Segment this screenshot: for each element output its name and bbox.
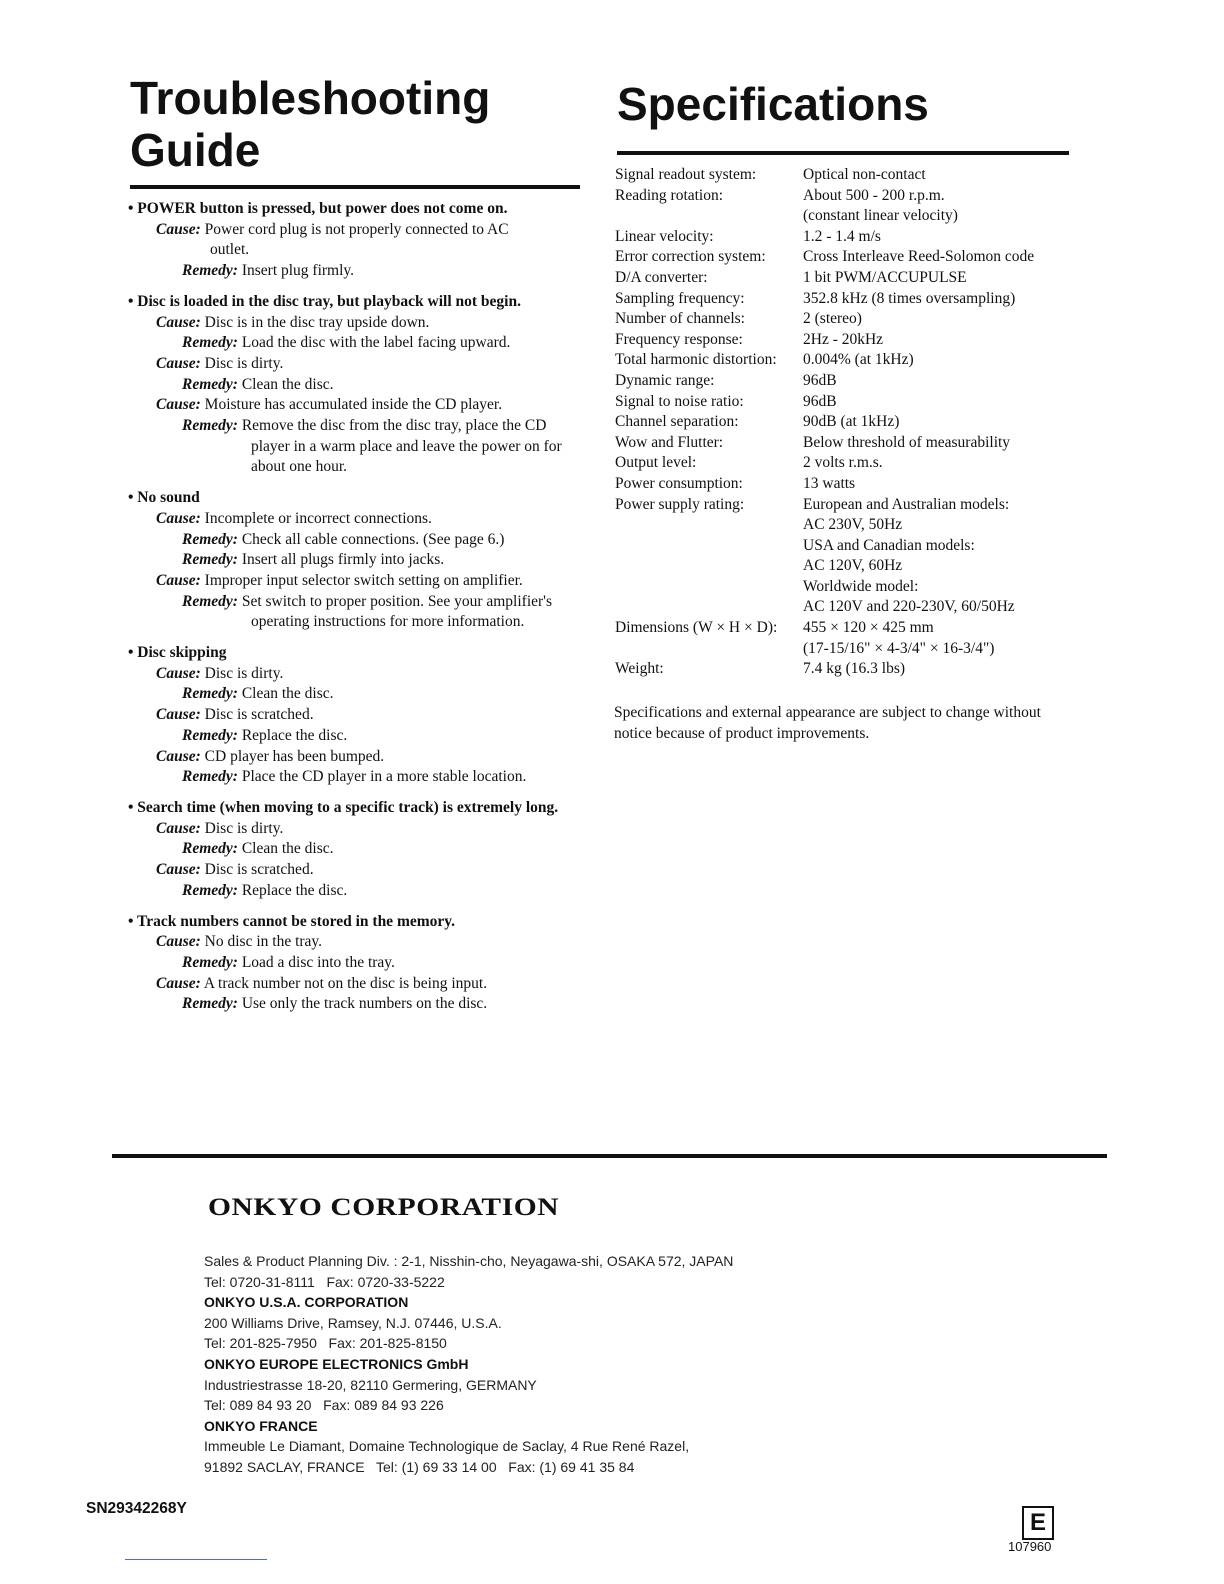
europe-address: Industriestrasse 18-20, 82110 Germering, GERMANY <box>204 1376 537 1393</box>
spec-value: 2Hz - 20kHz <box>803 330 884 348</box>
spec-row <box>615 597 1075 618</box>
issue <box>128 643 588 788</box>
cause-line <box>128 932 588 953</box>
spec-key: Signal readout system: <box>615 166 757 183</box>
remedy-text: Insert all plugs firmly into jacks. <box>237 551 445 569</box>
issue-heading: • No sound <box>128 489 200 507</box>
remedy-label: Remedy: <box>182 995 238 1013</box>
spec-row <box>615 577 1075 598</box>
specifications-note: Specifications and external appearance are subject to change without notice because of product improvements. <box>614 704 1041 742</box>
remedy-text: Remove the disc from the disc tray, place the CD player in a warm place and leave the power on for about one hour. <box>237 417 562 476</box>
spec-row <box>615 206 1075 227</box>
spec-row <box>615 495 1075 516</box>
usa-contact: Tel: 201-825-7950 Fax: 201-825-8150 <box>204 1335 447 1352</box>
cause-text: A track number not on the disc is being input. <box>200 974 488 992</box>
france-address: Immeuble Le Diamant, Domaine Technologique de Saclay, 4 Rue René Razel, <box>204 1438 690 1455</box>
spec-row <box>615 474 1075 495</box>
france-company: ONKYO FRANCE <box>204 1417 318 1434</box>
spec-key: Signal to noise ratio: <box>615 392 744 410</box>
remedy-text: Replace the disc. <box>237 881 348 899</box>
cause-text: Disc is in the disc tray upside down. <box>200 313 430 331</box>
spec-row <box>615 659 1075 680</box>
spec-value: 90dB (at 1kHz) <box>803 413 900 431</box>
spec-value: Optical non-contact <box>803 166 926 183</box>
remedy-label: Remedy: <box>182 726 238 744</box>
europe-company: ONKYO EUROPE ELECTRONICS GmbH <box>204 1355 469 1372</box>
spec-row <box>615 289 1075 310</box>
remedy-line <box>128 550 588 571</box>
spec-value: 2 volts r.m.s. <box>803 454 883 472</box>
spec-row <box>615 165 1075 186</box>
hq-contact: Tel: 0720-31-8111 Fax: 0720-33-5222 <box>204 1273 445 1290</box>
remedy-text: Clean the disc. <box>237 375 334 393</box>
remedy-line <box>128 684 588 705</box>
spec-key-empty <box>615 515 803 536</box>
remedy-line <box>128 592 588 633</box>
cause-label: Cause: <box>156 571 201 589</box>
remedy-text: Load the disc with the label facing upward. <box>237 334 511 352</box>
cause-line <box>128 354 588 375</box>
cause-line <box>128 974 588 995</box>
spec-row <box>615 371 1075 392</box>
spec-key: Power consumption: <box>615 474 743 492</box>
spec-key-empty <box>615 536 803 557</box>
cause-label: Cause: <box>156 974 201 992</box>
spec-row <box>615 453 1075 474</box>
remedy-label: Remedy: <box>182 375 238 393</box>
spec-value: (17-15/16" × 4-3/4" × 16-3/4") <box>803 639 995 657</box>
remedy-line <box>128 416 588 478</box>
remedy-label: Remedy: <box>182 417 238 435</box>
spec-row <box>615 392 1075 413</box>
remedy-line <box>128 726 588 747</box>
remedy-label: Remedy: <box>182 530 238 548</box>
remedy-line <box>128 375 588 396</box>
spec-key: Linear velocity: <box>615 227 714 245</box>
remedy-text: Set switch to proper position. See your amplifier's operating instructions for more information. <box>237 592 552 631</box>
remedy-line <box>128 953 588 974</box>
usa-address: 200 Williams Drive, Ramsey, N.J. 07446, U.S.A. <box>204 1314 502 1331</box>
spec-key: Reading rotation: <box>615 186 724 204</box>
cause-text: Disc is scratched. <box>200 706 314 724</box>
spec-value: 1.2 - 1.4 m/s <box>803 227 881 245</box>
cause-label: Cause: <box>156 396 201 414</box>
remedy-line <box>128 530 588 551</box>
troubleshooting-title-line2: Guide <box>130 124 261 176</box>
serial-number: SN29342268Y <box>86 1500 187 1517</box>
remedy-line <box>128 261 588 282</box>
spec-value: Below threshold of measurability <box>803 433 1011 451</box>
cause-text: Incomplete or incorrect connections. <box>200 509 432 527</box>
cause-text: Disc is dirty. <box>200 354 284 372</box>
remedy-text: Clean the disc. <box>237 685 334 703</box>
spec-key-empty <box>615 639 803 660</box>
spec-row <box>615 247 1075 268</box>
cause-line <box>128 664 588 685</box>
spec-row <box>615 412 1075 433</box>
cause-text: Power cord plug is not properly connected to AC <box>200 220 509 238</box>
spec-key: Frequency response: <box>615 330 743 348</box>
remedy-text: Insert plug firmly. <box>237 262 355 280</box>
cause-label: Cause: <box>156 933 201 951</box>
hq-address: Sales & Product Planning Div. : 2-1, Nisshin-cho, Neyagawa-shi, OSAKA 572, JAPAN <box>204 1253 734 1269</box>
spec-value: (constant linear velocity) <box>803 207 958 225</box>
spec-row <box>615 350 1075 371</box>
remedy-label: Remedy: <box>182 953 238 971</box>
cause-line <box>128 395 588 416</box>
onkyo-logo: ONKYO CORPORATION <box>208 1194 560 1221</box>
issue <box>128 912 588 1016</box>
spec-value: AC 120V and 220-230V, 60/50Hz <box>803 598 1015 616</box>
remedy-line <box>128 839 588 860</box>
spec-key: Power supply rating: <box>615 495 745 513</box>
spec-value: European and Australian models: <box>803 495 1010 513</box>
spec-key: Weight: <box>615 660 664 678</box>
remedy-line <box>128 881 588 902</box>
spec-key-empty <box>615 577 803 598</box>
specifications-table <box>615 165 1075 680</box>
spec-value: 7.4 kg (16.3 lbs) <box>803 660 906 678</box>
spec-key: Number of channels: <box>615 310 745 328</box>
spec-row <box>615 556 1075 577</box>
spec-row <box>615 536 1075 557</box>
specifications-title: Specifications <box>617 78 929 130</box>
remedy-text: Use only the track numbers on the disc. <box>237 995 488 1013</box>
remedy-label: Remedy: <box>182 334 238 352</box>
cause-text: Disc is dirty. <box>200 664 284 682</box>
remedy-line <box>128 767 588 788</box>
spec-row <box>615 639 1075 660</box>
issue <box>128 488 588 633</box>
remedy-text: Load a disc into the tray. <box>237 953 395 971</box>
troubleshooting-title-line1: Troubleshooting <box>130 72 491 124</box>
issue <box>128 798 588 902</box>
spec-row <box>615 268 1075 289</box>
spec-value: Cross Interleave Reed-Solomon code <box>803 248 1035 266</box>
issue <box>128 292 588 478</box>
spec-value: About 500 - 200 r.p.m. <box>803 186 945 204</box>
spec-value: AC 230V, 50Hz <box>803 516 903 534</box>
issue <box>128 199 588 282</box>
cause-text: CD player has been bumped. <box>200 747 385 765</box>
spec-key: Wow and Flutter: <box>615 433 724 451</box>
remedy-label: Remedy: <box>182 551 238 569</box>
issue-heading: • Disc is loaded in the disc tray, but playback will not begin. <box>128 292 521 310</box>
continuation-text: outlet. <box>210 241 250 259</box>
issue-heading: • Search time (when moving to a specific track) is extremely long. <box>128 798 559 816</box>
cause-line <box>128 571 588 592</box>
spec-key: Error correction system: <box>615 248 766 266</box>
spec-key: Total harmonic distortion: <box>615 351 777 369</box>
spec-row <box>615 433 1075 454</box>
spec-key: Output level: <box>615 454 697 472</box>
france-contact: 91892 SACLAY, FRANCE Tel: (1) 69 33 14 00 Fax: (1) 69 41 35 84 <box>204 1458 635 1475</box>
spec-value: 96dB <box>803 371 837 389</box>
remedy-line <box>128 333 588 354</box>
cause-line <box>128 747 588 768</box>
cause-label: Cause: <box>156 664 201 682</box>
cause-label: Cause: <box>156 509 201 527</box>
cause-label: Cause: <box>156 819 201 837</box>
spec-key-empty <box>615 597 803 618</box>
spec-row <box>615 330 1075 351</box>
spec-key: D/A converter: <box>615 268 708 286</box>
remedy-text: Place the CD player in a more stable location. <box>237 768 527 786</box>
spec-key: Sampling frequency: <box>615 289 745 307</box>
troubleshooting-list <box>128 199 588 1025</box>
spec-row <box>615 227 1075 248</box>
spec-value: 1 bit PWM/ACCUPULSE <box>803 268 967 286</box>
cause-text: Disc is dirty. <box>200 819 284 837</box>
spec-row <box>615 618 1075 639</box>
spec-value: 13 watts <box>803 474 856 492</box>
europe-contact: Tel: 089 84 93 20 Fax: 089 84 93 226 <box>204 1397 444 1414</box>
cause-text: Disc is scratched. <box>200 861 314 879</box>
cause-text: No disc in the tray. <box>200 933 323 951</box>
remedy-line <box>128 994 588 1015</box>
cause-label: Cause: <box>156 747 201 765</box>
cause-text: Moisture has accumulated inside the CD player. <box>200 396 503 414</box>
bottom-divider <box>125 1559 267 1560</box>
spec-value: 0.004% (at 1kHz) <box>803 351 914 369</box>
spec-value: AC 120V, 60Hz <box>803 557 903 575</box>
spec-key: Dimensions (W × H × D): <box>615 619 778 637</box>
cause-line <box>128 705 588 726</box>
spec-value: Worldwide model: <box>803 577 919 595</box>
cause-line <box>128 509 588 530</box>
issue-heading: • POWER button is pressed, but power does not come on. <box>128 200 508 217</box>
troubleshooting-divider <box>130 185 580 189</box>
spec-value: 2 (stereo) <box>803 310 862 328</box>
remedy-text: Clean the disc. <box>237 840 334 858</box>
remedy-label: Remedy: <box>182 840 238 858</box>
cause-label: Cause: <box>156 313 201 331</box>
cause-line <box>128 313 588 334</box>
spec-value: 96dB <box>803 392 837 410</box>
spec-row <box>615 309 1075 330</box>
issue-heading: • Disc skipping <box>128 644 227 662</box>
cause-line <box>128 860 588 881</box>
remedy-label: Remedy: <box>182 262 238 280</box>
remedy-label: Remedy: <box>182 768 238 786</box>
spec-row <box>615 186 1075 207</box>
address-block <box>204 1251 844 1478</box>
cause-text: Improper input selector switch setting on amplifier. <box>200 571 523 589</box>
specifications-divider <box>617 151 1069 155</box>
cause-label: Cause: <box>156 706 201 724</box>
footer-divider <box>112 1154 1107 1158</box>
language-mark: E <box>1022 1506 1054 1540</box>
spec-value: USA and Canadian models: <box>803 536 975 554</box>
usa-company: ONKYO U.S.A. CORPORATION <box>204 1294 409 1311</box>
cause-line <box>128 220 588 241</box>
spec-row <box>615 515 1075 536</box>
cause-line <box>128 819 588 840</box>
spec-key-empty <box>615 206 803 227</box>
troubleshooting-title <box>130 72 600 176</box>
remedy-label: Remedy: <box>182 685 238 703</box>
cause-label: Cause: <box>156 220 201 238</box>
continuation-line <box>128 240 588 261</box>
spec-key: Dynamic range: <box>615 371 715 389</box>
document-code: 107960 <box>1008 1539 1052 1554</box>
spec-key-empty <box>615 556 803 577</box>
remedy-label: Remedy: <box>182 881 238 899</box>
spec-value: 455 × 120 × 425 mm <box>803 619 934 637</box>
spec-key: Channel separation: <box>615 413 739 431</box>
remedy-text: Check all cable connections. (See page 6.) <box>237 530 505 548</box>
remedy-label: Remedy: <box>182 592 238 610</box>
cause-label: Cause: <box>156 861 201 879</box>
issue-heading: • Track numbers cannot be stored in the memory. <box>128 912 456 930</box>
remedy-text: Replace the disc. <box>237 726 348 744</box>
spec-value: 352.8 kHz (8 times oversampling) <box>803 289 1016 307</box>
cause-label: Cause: <box>156 354 201 372</box>
